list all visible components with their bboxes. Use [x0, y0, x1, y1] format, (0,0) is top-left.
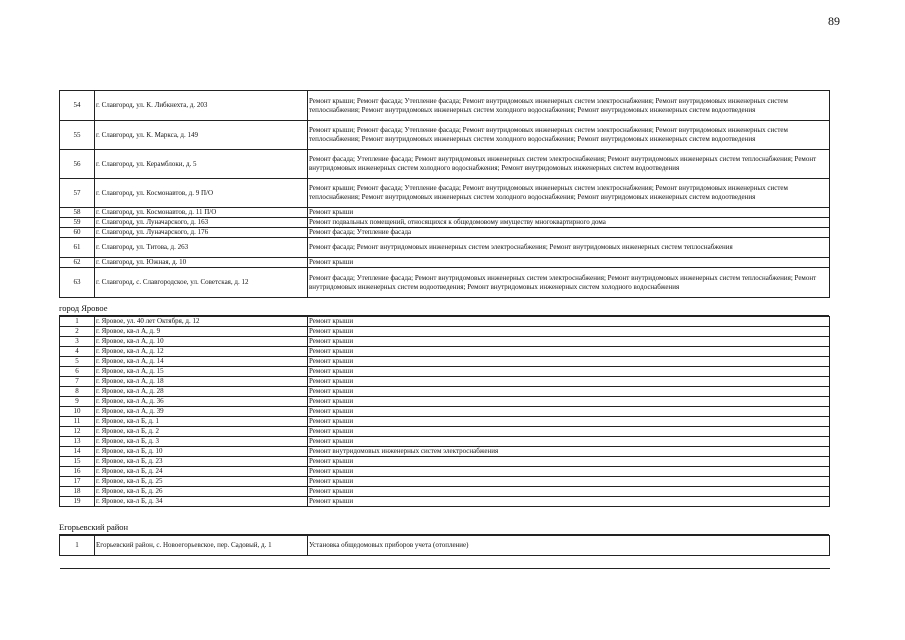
- row-address: г. Славгород, ул. К. Либкнехта, д. 203: [95, 91, 308, 121]
- table-row: [60, 487, 830, 497]
- row-address: г. Славгород, ул. Титова, д. 263: [95, 238, 308, 258]
- row-address: г. Яровое, кв-л Б, д. 1: [95, 417, 308, 427]
- row-work: Ремонт крыши: [308, 377, 830, 387]
- table-row: [60, 317, 830, 327]
- row-work: Установка общедомовых приборов учета (отопление): [308, 536, 830, 556]
- row-work: Ремонт крыши: [308, 327, 830, 337]
- row-number: 55: [60, 121, 95, 150]
- row-address: г. Яровое, кв-л А, д. 10: [95, 337, 308, 347]
- table-row: [60, 387, 830, 397]
- row-address: г. Славгород, ул. Космонавтов, д. 11 П/О: [95, 208, 308, 218]
- row-address: г. Славгород, ул. Космонавтов, д. 9 П/О: [95, 179, 308, 208]
- row-address: г. Яровое, кв-л Б, д. 23: [95, 457, 308, 467]
- row-number: 1: [60, 536, 95, 556]
- row-address: г. Яровое, кв-л А, д. 36: [95, 397, 308, 407]
- table-row: [60, 536, 830, 556]
- row-number: 54: [60, 91, 95, 121]
- row-number: 19: [60, 497, 95, 507]
- row-address: г. Яровое, кв-л Б, д. 3: [95, 437, 308, 447]
- row-work: Ремонт крыши; Ремонт фасада; Утепление фасада; Ремонт внутридомовых инженерных систем электроснабжения; Ремонт внутридомовых инженерных систем теплоснабжения; Ремонт внутридомовых инженерных систем холодного водоснабжения; Ремонт внутридомовых инженерных систем водоотведения: [308, 179, 830, 208]
- row-work: Ремонт фасада; Утепление фасада: [308, 228, 830, 238]
- row-work: Ремонт внутридомовых инженерных систем электроснабжения: [308, 447, 830, 457]
- table-row: [60, 208, 830, 218]
- table-row: [60, 179, 830, 208]
- row-number: 7: [60, 377, 95, 387]
- row-address: г. Славгород, ул. Луначарского, д. 176: [95, 228, 308, 238]
- row-number: 2: [60, 327, 95, 337]
- row-work: Ремонт крыши: [308, 317, 830, 327]
- row-work: Ремонт крыши: [308, 437, 830, 447]
- row-work: Ремонт фасада; Утепление фасада; Ремонт внутридомовых инженерных систем электроснабжения; Ремонт внутридомовых инженерных систем теплоснабжения; Ремонт внутридомовых инженерных систем холодного водоснабжения; Ремонт внутридомовых инженерных систем водоотведения: [308, 150, 830, 179]
- row-address: г. Яровое, кв-л Б, д. 24: [95, 467, 308, 477]
- row-number: 59: [60, 218, 95, 228]
- work-table: [59, 90, 830, 298]
- row-address: г. Яровое, кв-л А, д. 14: [95, 357, 308, 367]
- table-row: [60, 150, 830, 179]
- row-number: 4: [60, 347, 95, 357]
- row-address: г. Яровое, кв-л А, д. 18: [95, 377, 308, 387]
- row-address: г. Яровое, кв-л А, д. 12: [95, 347, 308, 357]
- table-row: [60, 258, 830, 268]
- table-row: [60, 357, 830, 367]
- row-address: г. Яровое, кв-л А, д. 9: [95, 327, 308, 337]
- table-row: [60, 347, 830, 357]
- table-row: [60, 327, 830, 337]
- table-row: [60, 497, 830, 507]
- row-number: 56: [60, 150, 95, 179]
- row-address: г. Славгород, с. Славгородское, ул. Советская, д. 12: [95, 268, 308, 298]
- row-number: 60: [60, 228, 95, 238]
- table-row: [60, 477, 830, 487]
- row-work: Ремонт крыши: [308, 258, 830, 268]
- row-number: 58: [60, 208, 95, 218]
- row-work: Ремонт подвальных помещений, относящихся к общедомовому имуществу многоквартирного дома: [308, 218, 830, 228]
- row-work: Ремонт крыши: [308, 208, 830, 218]
- row-work: Ремонт крыши; Ремонт фасада; Утепление фасада; Ремонт внутридомовых инженерных систем электроснабжения; Ремонт внутридомовых инженерных систем теплоснабжения; Ремонт внутридомовых инженерных систем холодного водоснабжения; Ремонт внутридомовых инженерных систем водоотведения: [308, 91, 830, 121]
- row-address: Егорьевский район, с. Новоегорьевское, пер. Садовый, д. 1: [95, 536, 308, 556]
- row-work: Ремонт крыши: [308, 397, 830, 407]
- table-row: [60, 228, 830, 238]
- row-work: Ремонт крыши; Ремонт фасада; Утепление фасада; Ремонт внутридомовых инженерных систем электроснабжения; Ремонт внутридомовых инженерных систем теплоснабжения; Ремонт внутридомовых инженерных систем холодного водоснабжения; Ремонт внутридомовых инженерных систем водоотведения: [308, 121, 830, 150]
- row-number: 6: [60, 367, 95, 377]
- row-work: Ремонт крыши: [308, 457, 830, 467]
- row-work: Ремонт крыши: [308, 417, 830, 427]
- row-work: Ремонт крыши: [308, 357, 830, 367]
- yarovoe-table: [59, 316, 830, 507]
- row-address: г. Яровое, кв-л Б, д. 10: [95, 447, 308, 457]
- row-work: Ремонт крыши: [308, 427, 830, 437]
- row-work: Ремонт крыши: [308, 407, 830, 417]
- row-work: Ремонт крыши: [308, 367, 830, 377]
- egorievsky-rows: [60, 536, 830, 556]
- table-row: [60, 437, 830, 447]
- page-number: 89: [828, 14, 840, 28]
- row-number: 63: [60, 268, 95, 298]
- row-number: 8: [60, 387, 95, 397]
- table-row: [60, 91, 830, 121]
- row-number: 5: [60, 357, 95, 367]
- yarovoe-rows: [60, 317, 830, 507]
- row-number: 3: [60, 337, 95, 347]
- row-address: г. Яровое, кв-л А, д. 28: [95, 387, 308, 397]
- row-number: 10: [60, 407, 95, 417]
- row-number: 9: [60, 397, 95, 407]
- table-row: [60, 397, 830, 407]
- row-number: 14: [60, 447, 95, 457]
- row-work: Ремонт крыши: [308, 337, 830, 347]
- row-number: 61: [60, 238, 95, 258]
- row-work: Ремонт крыши: [308, 477, 830, 487]
- row-work: Ремонт крыши: [308, 497, 830, 507]
- row-work: Ремонт крыши: [308, 467, 830, 477]
- table-row: [60, 367, 830, 377]
- row-address: г. Яровое, кв-л А, д. 39: [95, 407, 308, 417]
- row-address: г. Яровое, кв-л Б, д. 34: [95, 497, 308, 507]
- row-address: г. Яровое, кв-л Б, д. 2: [95, 427, 308, 437]
- document-body: [59, 90, 829, 569]
- row-work: Ремонт фасада; Утепление фасада; Ремонт внутридомовых инженерных систем электроснабжения; Ремонт внутридомовых инженерных систем теплоснабжения; Ремонт внутридомовых инженерных систем водоотведения; Ремонт внутридомовых инженерных систем холодного водоснабжения: [308, 268, 830, 298]
- slavgorod-rows: [60, 91, 830, 298]
- table-row: [60, 377, 830, 387]
- table-row: [60, 268, 830, 298]
- row-number: 1: [60, 317, 95, 327]
- row-number: 17: [60, 477, 95, 487]
- row-work: Ремонт фасада; Ремонт внутридомовых инженерных систем электроснабжения; Ремонт внутридомовых инженерных систем теплоснабжения: [308, 238, 830, 258]
- table-row: [60, 121, 830, 150]
- row-number: 18: [60, 487, 95, 497]
- table-row: [60, 218, 830, 228]
- row-number: 62: [60, 258, 95, 268]
- row-address: г. Яровое, ул. 40 лет Октября, д. 12: [95, 317, 308, 327]
- row-address: г. Славгород, ул. Южная, д. 10: [95, 258, 308, 268]
- table-row: [60, 337, 830, 347]
- section-heading-yarovoe: город Яровое: [59, 298, 829, 316]
- row-work: Ремонт крыши: [308, 387, 830, 397]
- table-row: [60, 427, 830, 437]
- table-row: [60, 447, 830, 457]
- row-work: Ремонт крыши: [308, 487, 830, 497]
- row-work: Ремонт крыши: [308, 347, 830, 357]
- row-address: г. Славгород, ул. К. Маркса, д. 149: [95, 121, 308, 150]
- table-row: [60, 457, 830, 467]
- row-address: г. Славгород, ул. Керамблоки, д. 5: [95, 150, 308, 179]
- row-number: 15: [60, 457, 95, 467]
- row-number: 57: [60, 179, 95, 208]
- row-address: г. Яровое, кв-л Б, д. 26: [95, 487, 308, 497]
- empty-row: [60, 556, 830, 569]
- row-address: г. Яровое, кв-л Б, д. 25: [95, 477, 308, 487]
- section-heading-egorievsky: Егорьевский район: [59, 517, 829, 535]
- table-row: [60, 238, 830, 258]
- row-number: 16: [60, 467, 95, 477]
- table-row: [60, 417, 830, 427]
- egorievsky-table: [59, 535, 830, 569]
- row-number: 12: [60, 427, 95, 437]
- row-number: 13: [60, 437, 95, 447]
- table-row: [60, 407, 830, 417]
- row-address: г. Славгород, ул. Луначарского, д. 163: [95, 218, 308, 228]
- row-number: 11: [60, 417, 95, 427]
- table-row: [60, 467, 830, 477]
- row-address: г. Яровое, кв-л А, д. 15: [95, 367, 308, 377]
